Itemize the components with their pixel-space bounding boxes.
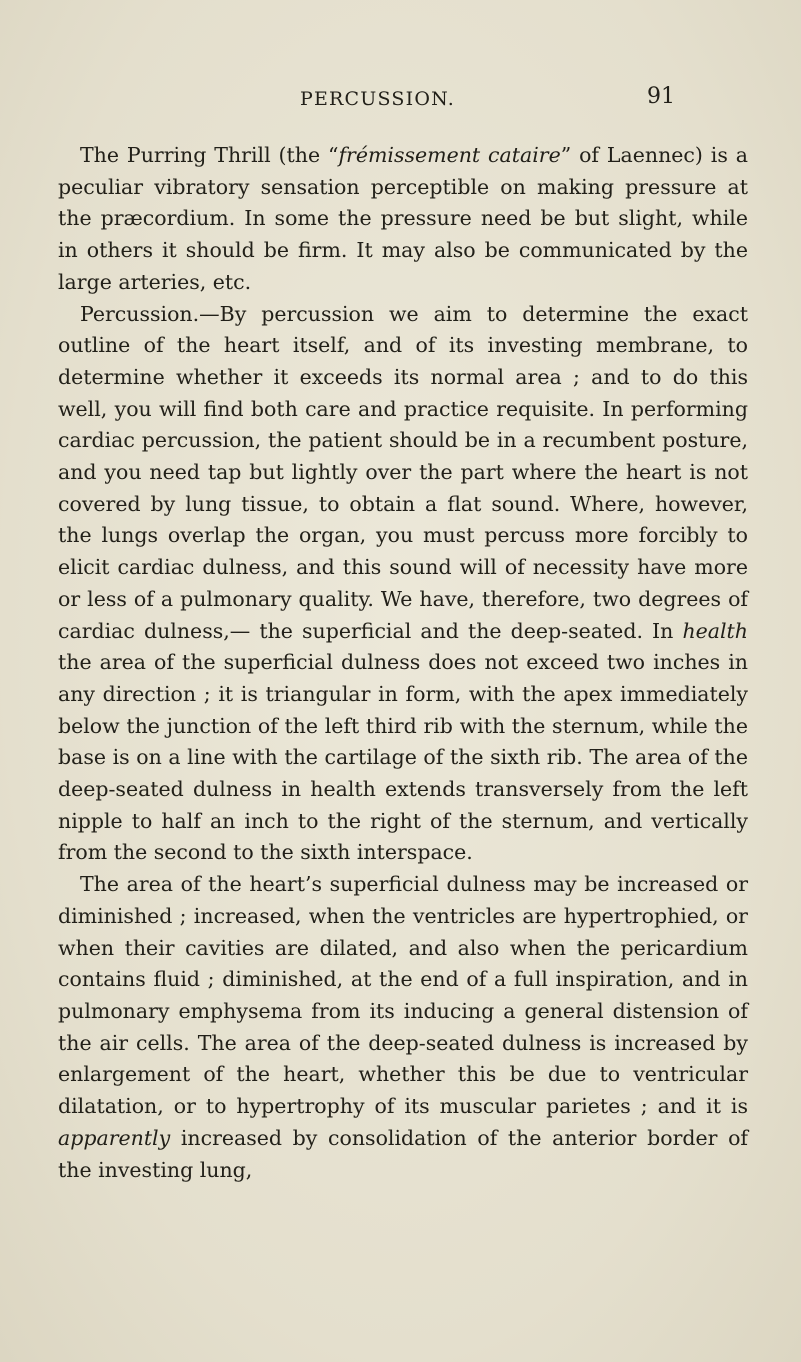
italic-term: apparently <box>58 1125 171 1150</box>
text-segment: the area of the superficial dulness does not exceed two inches in any direction ; it is triangular in form, with the apex immediately below the junction of the left third rib with the sternum, while the base is on a line with the cartilage of the sixth rib. The area of the deep-seated dulness in health extends transversely from the left nipple to half an inch to the right of the sternum, and vertically from the second to the sixth interspace. <box>58 650 748 865</box>
text-segment: ” of Laennec) is a peculiar vibratory sensation perceptible on making pressure at the præcordium. In some the pressure need be but slight, while in others it should be firm. It may also be communicated by the large arteries, etc. <box>58 143 748 294</box>
running-head: PERCUSSION. <box>300 88 455 110</box>
text-segment: Percussion.—By percussion we aim to determine the exact outline of the heart itself, and of its investing membrane, to determine whether it exceeds its normal area ; and to do this well, you will find both care and practice requisite. In performing cardiac percussion, the patient should be in a recumbent posture, and you need tap but lightly over the part where the heart is not covered by lung tissue, to obtain a flat sound. Where, however, the lungs overlap the organ, you must percuss more forcibly to elicit cardiac dulness, and this sound will of necessity have more or less of a pulmonary quality. We have, therefore, two degrees of cardiac dulness,— the superficial and the deep-seated. In <box>58 301 748 643</box>
text-segment: The Purring Thrill (the “ <box>80 143 339 167</box>
paragraph-purring-thrill <box>58 140 748 299</box>
italic-term: health <box>682 618 748 643</box>
page-number: 91 <box>647 84 675 109</box>
italic-term: frémissement cataire <box>338 143 561 167</box>
page-header <box>0 84 801 118</box>
paragraph-dulness-area <box>58 869 748 1186</box>
body-text <box>58 140 748 1186</box>
text-segment: increased by consolidation of the anterior border of the investing lung, <box>58 1125 748 1182</box>
paragraph-percussion <box>58 299 748 870</box>
text-segment: The area of the heart’s superficial dulness may be increased or diminished ; increased, when the ventricles are hypertrophied, or when their cavities are dilated, and also when the pericardium contains fluid ; diminished, at the end of a full inspiration, and in pulmonary emphysema from its inducing a general distension of the air cells. The area of the deep-seated dulness is increased by enlargement of the heart, whether this be due to ventricular dilatation, or to hypertrophy of its muscular parietes ; and it is <box>58 872 748 1119</box>
